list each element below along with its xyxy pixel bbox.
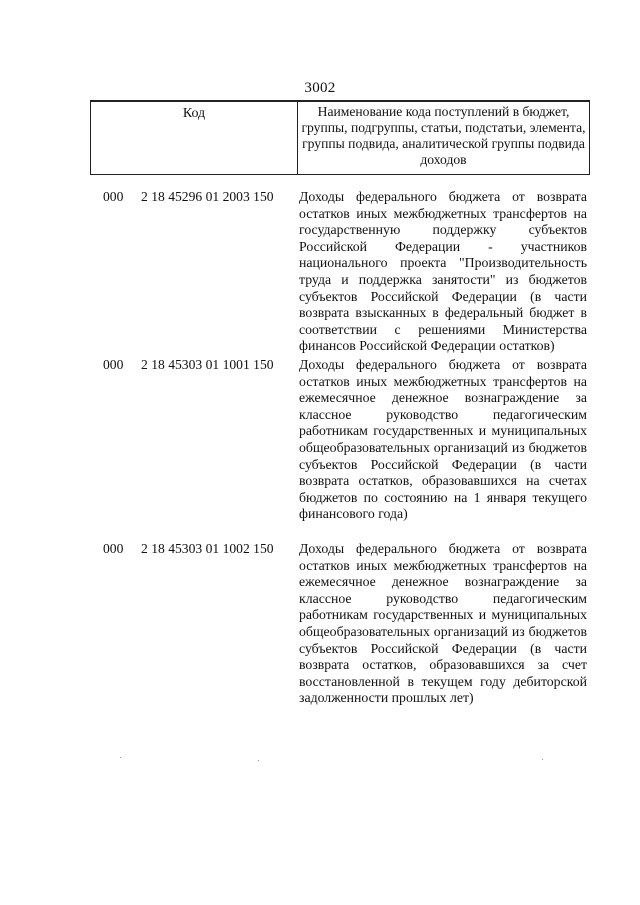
header-name-label: Наименование кода поступлений в бюджет, группы, подгруппы, статьи, подстатьи, элемента, группы подвида, аналитической группы подвида доходов [301,104,586,167]
scan-speck [120,757,121,758]
row-prefix: 000 [103,189,124,204]
scan-speck [542,759,543,760]
table-header [90,100,590,175]
page-number: 3002 [304,80,336,96]
row-code: 2 18 45296 01 2003 150 [141,189,274,204]
row-description: Доходы федерального бюджета от возврата остатков иных межбюджетных трансфертов на государственную поддержку субъектов Российской Федерации - участников национального проекта "Производительность труда и поддержка занятости" из бюджетов субъектов Российской Федерации (в части возврата взысканных в федеральный бюджет в соответствии с решениями Министерства финансов Российской Федерации остатков) [299,189,587,354]
row-description: Доходы федерального бюджета от возврата остатков иных межбюджетных трансфертов на ежемесячное денежное вознаграждение за классное руководство педагогическим работникам государственных и муниципальных общеобразовательных организаций из бюджетов субъектов Российской Федерации (в части возврата остатков, образовавшихся на счетах бюджетов по состоянию на 1 января текущего финансового года) [299,357,587,522]
row-prefix: 000 [103,357,124,372]
row-code: 2 18 45303 01 1002 150 [141,541,274,556]
row-code: 2 18 45303 01 1001 150 [141,357,274,372]
row-description: Доходы федерального бюджета от возврата остатков иных межбюджетных трансфертов на ежемесячное денежное вознаграждение за классное руководство педагогическим работникам государственных и муниципальных общеобразовательных организаций из бюджетов субъектов Российской Федерации (в части возврата остатков, образовавшихся за счет восстановленной в текущем году дебиторской задолженности прошлых лет) [299,541,587,706]
header-code-label: Код [91,102,298,174]
row-prefix: 000 [103,541,124,556]
scan-speck [258,760,259,761]
